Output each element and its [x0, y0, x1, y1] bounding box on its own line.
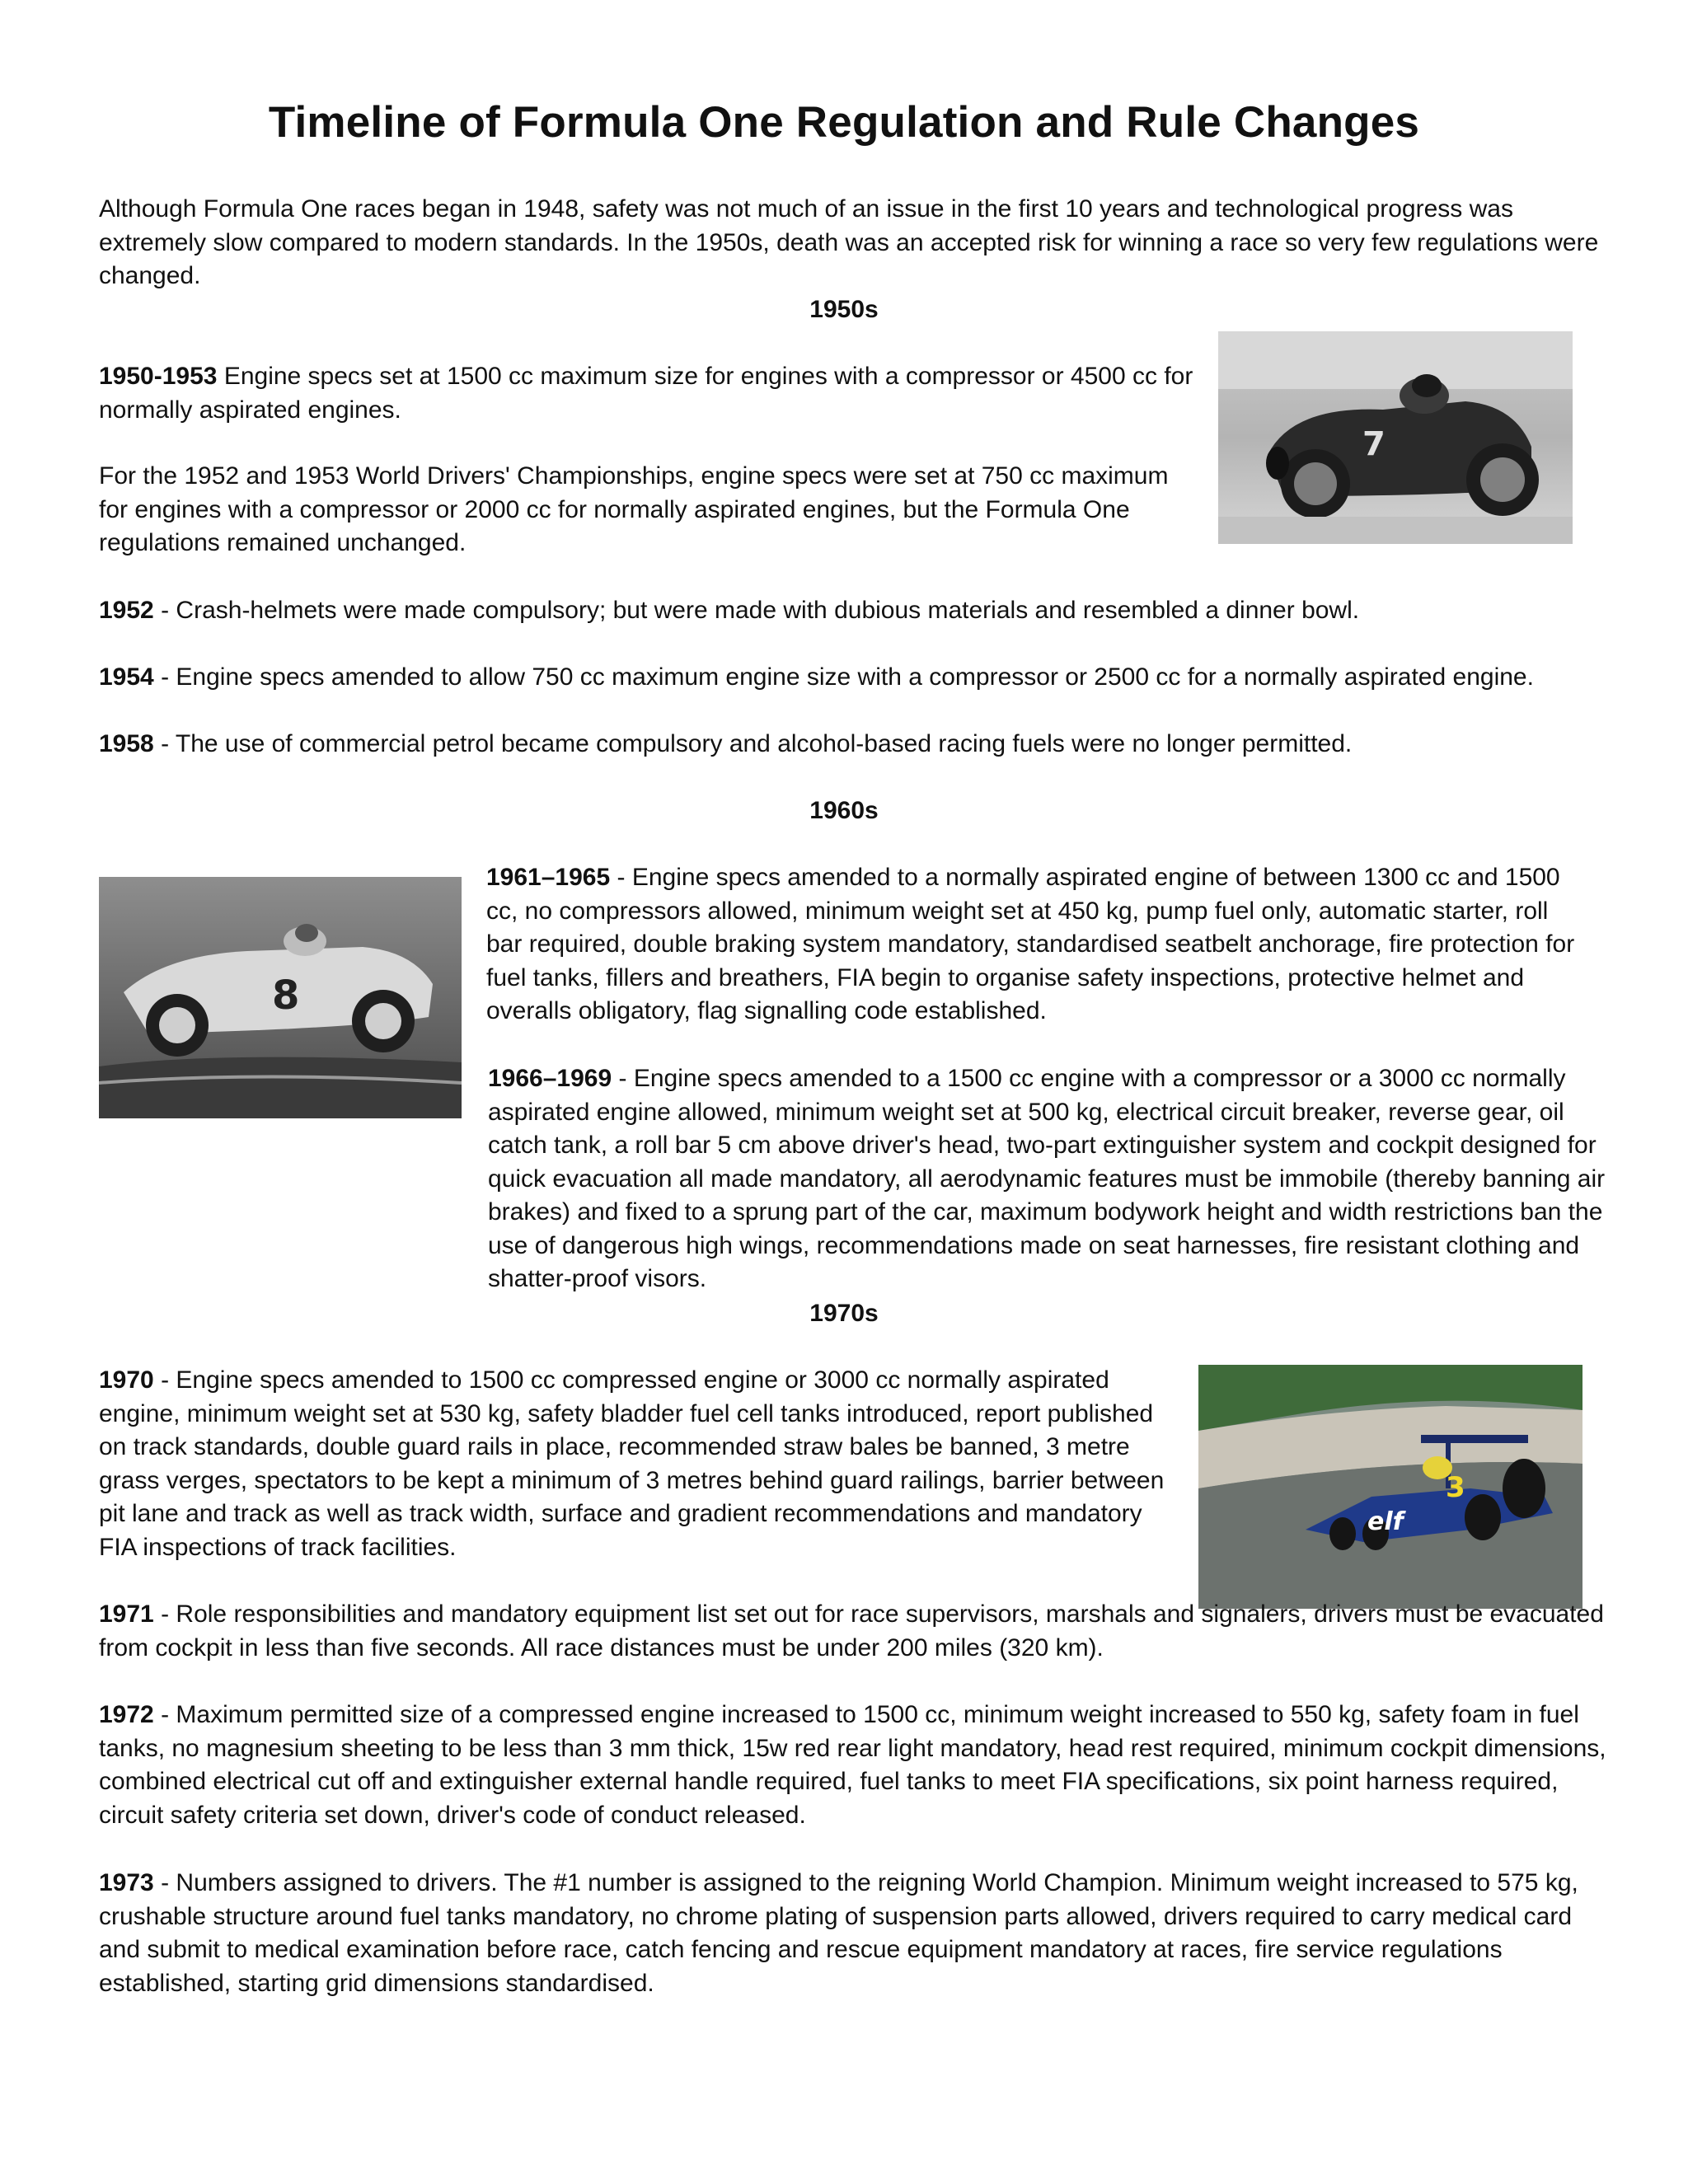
- photo-1970s-car: [1198, 1365, 1582, 1609]
- entry-text: Engine specs amended to a normally aspirated engine of between 1300 cc and 1500 cc, no compressors allowed, minimum weight set at 450 kg, pump fuel only, automatic starter, roll bar required, double braking system mandatory, standardised seatbelt anchorage, fire protection for fuel tanks, fillers and breathers, FIA begin to organise safety inspections, protective helmet and overalls obligatory, flag signalling code established.: [486, 864, 1575, 1024]
- entry-year: 1970: [99, 1366, 154, 1394]
- entry-text: Engine specs amended to 1500 cc compressed engine or 3000 cc normally aspirated engine, minimum weight set at 530 kg, safety bladder fuel cell tanks introduced, report published on track standards, double guard rails in place, recommended straw bales be banned, 3 metre grass verges, spectators to be kept a minimum of 3 metres behind guard railings, barrier between pit lane and track as well as track width, surface and gradient recommendations and mandatory FIA inspections of track facilities.: [99, 1366, 1165, 1561]
- float-spacer: [99, 1062, 488, 1308]
- car-number-label: 3: [1446, 1471, 1465, 1504]
- entry-text: Engine specs amended to allow 750 cc maximum engine size with a compressor or 2500 cc for a normally aspirated engine.: [176, 663, 1534, 691]
- entry-text: Crash-helmets were made compulsory; but were made with dubious materials and resembled a dinner bowl.: [176, 597, 1360, 624]
- entry-year: 1950-1953: [99, 363, 218, 390]
- decade-heading-1960s: 1960s: [809, 797, 879, 824]
- entry-1950-1953: [99, 360, 1195, 427]
- photo-1950s-car: [1218, 331, 1573, 544]
- entry-year: 1952: [99, 597, 154, 624]
- entry-1961-1965: 1961–1965 - Engine specs amended to a normally aspirated engine of between 1300 cc and 1500 cc, no compressors allowed, minimum weight set at 450 kg, pump fuel only, automatic starter, roll bar required, double braking system mandatory, standardised seatbelt anchorage, fire protection for fuel tanks, fillers and breathers, FIA begin to organise safety inspections, protective helmet and overalls obligatory, flag signalling code established.: [486, 864, 1575, 1024]
- entry-year: 1972: [99, 1701, 154, 1728]
- decade-heading-1950s: 1950s: [809, 296, 879, 323]
- entry-1954: 1954 - Engine specs amended to allow 750 cc maximum engine size with a compressor or 2500 cc for a normally aspirated engine.: [99, 663, 1534, 691]
- entry-year: 1971: [99, 1601, 154, 1628]
- entry-text: The use of commercial petrol became compulsory and alcohol-based racing fuels were no longer permitted.: [175, 730, 1353, 757]
- entry-year: 1973: [99, 1869, 154, 1896]
- entry-1971: 1971 - Role responsibilities and mandatory equipment list set out for race supervisors, marshals and signalers, drivers must be evacuated from cockpit in less than five seconds. All race distances must be under 200 miles (320 km).: [99, 1601, 1604, 1661]
- entry-text: Engine specs amended to a 1500 cc engine with a compressor or a 3000 cc normally aspirated engine allowed, minimum weight set at 500 kg, electrical circuit breaker, reverse gear, oil catch tank, a roll bar 5 cm above driver's head, two-part extinguisher system and cockpit designed for quick evacuation all made mandatory, all aerodynamic features must be immobile (thereby banning air brakes) and fixed to a sprung part of the car, maximum bodywork height and width restrictions ban the use of dangerous high wings, recommendations made on seat harnesses, fire resistant clothing and shatter-proof visors.: [488, 1065, 1606, 1292]
- six-wheel-race-car-image: [1198, 1365, 1582, 1609]
- entry-1952: 1952 - Crash-helmets were made compulsory; but were made with dubious materials and resembled a dinner bowl.: [99, 597, 1360, 624]
- entry-text: Engine specs set at 1500 cc maximum size for engines with a compressor or 4500 cc for normally aspirated engines.: [99, 363, 1193, 424]
- vintage-race-car-image: [1218, 331, 1573, 544]
- entry-year: 1958: [99, 730, 154, 757]
- entry-1958: 1958 - The use of commercial petrol became compulsory and alcohol-based racing fuels were no longer permitted.: [99, 730, 1353, 757]
- entry-year: 1954: [99, 663, 154, 691]
- entry-year: 1961–1965: [486, 864, 611, 891]
- entry-text: Maximum permitted size of a compressed engine increased to 1500 cc, minimum weight increased to 550 kg, safety foam in fuel tanks, no magnesium sheeting to be less than 3 mm thick, 15w red rear light mandatory, head rest required, minimum cockpit dimensions, combined electrical cut off and extinguisher external handle required, fuel tanks to meet FIA specifications, six point harness required, circuit safety criteria set down, driver's code of conduct released.: [99, 1701, 1606, 1829]
- entry-text: For the 1952 and 1953 World Drivers' Championships, engine specs were set at 750 cc maximum for engines with a compressor or 2000 cc for normally aspirated engines, but the Formula One regulations remained unchanged.: [99, 462, 1169, 556]
- entry-1972: 1972 - Maximum permitted size of a compressed engine increased to 1500 cc, minimum weight increased to 550 kg, safety foam in fuel tanks, no magnesium sheeting to be less than 3 mm thick, 15w red rear light mandatory, head rest required, minimum cockpit dimensions, combined electrical cut off and extinguisher external handle required, fuel tanks to meet FIA specifications, six point harness required, circuit safety criteria set down, driver's code of conduct released.: [99, 1701, 1606, 1829]
- entry-1966-1969: 1966–1969 - Engine specs amended to a 1500 cc engine with a compressor or a 3000 cc normally aspirated engine allowed, minimum weight set at 500 kg, electrical circuit breaker, reverse gear, oil catch tank, a roll bar 5 cm above driver's head, two-part extinguisher system and cockpit designed for quick evacuation all made mandatory, all aerodynamic features must be immobile (thereby banning air brakes) and fixed to a sprung part of the car, maximum bodywork height and width restrictions ban the use of dangerous high wings, recommendations made on seat harnesses, fire resistant clothing and shatter-proof visors.: [99, 1062, 1607, 1308]
- entry-1952-1953-championships: [99, 460, 1195, 560]
- entry-text: Numbers assigned to drivers. The #1 number is assigned to the reigning World Champion. Minimum weight increased to 575 kg, crushable structure around fuel tanks mandatory, no chrome plating of suspension parts allowed, drivers required to carry medical card and submit to medical examination before race, catch fencing and rescue equipment mandatory at races, fire service regulations established, starting grid dimensions standardised.: [99, 1869, 1578, 1997]
- entry-text: Role responsibilities and mandatory equipment list set out for race supervisors, marshals and signalers, drivers must be evacuated from cockpit in less than five seconds. All race distances must be under 200 miles (320 km).: [99, 1601, 1604, 1661]
- car-number-label: 8: [272, 972, 300, 1019]
- entry-1973: 1973 - Numbers assigned to drivers. The #1 number is assigned to the reigning World Champion. Minimum weight increased to 575 kg, crushable structure around fuel tanks mandatory, no chrome plating of suspension parts allowed, drivers required to carry medical card and submit to medical examination before race, catch fencing and rescue equipment mandatory at races, fire service regulations established, starting grid dimensions standardised.: [99, 1869, 1578, 1997]
- elf-livery-label: elf: [1367, 1507, 1404, 1536]
- entry-1970: 1970 - Engine specs amended to 1500 cc compressed engine or 3000 cc normally aspirated engine, minimum weight set at 530 kg, safety bladder fuel cell tanks introduced, report published on track standards, double guard rails in place, recommended straw bales be banned, 3 metre grass verges, spectators to be kept a minimum of 3 metres behind guard railings, barrier between pit lane and track as well as track width, surface and gradient recommendations and mandatory FIA inspections of track facilities.: [99, 1366, 1165, 1561]
- decade-heading-1970s: 1970s: [809, 1300, 879, 1327]
- entry-year: 1966–1969: [488, 1065, 612, 1092]
- intro-paragraph: Although Formula One races began in 1948, safety was not much of an issue in the first 10 years and technological progress was extremely slow compared to modern standards. In the 1950s, death was an accepted risk for winning a race so very few regulations were changed.: [99, 195, 1599, 289]
- car-number-label: 7: [1362, 425, 1386, 463]
- page-title: Timeline of Formula One Regulation and Rule Changes: [268, 98, 1420, 147]
